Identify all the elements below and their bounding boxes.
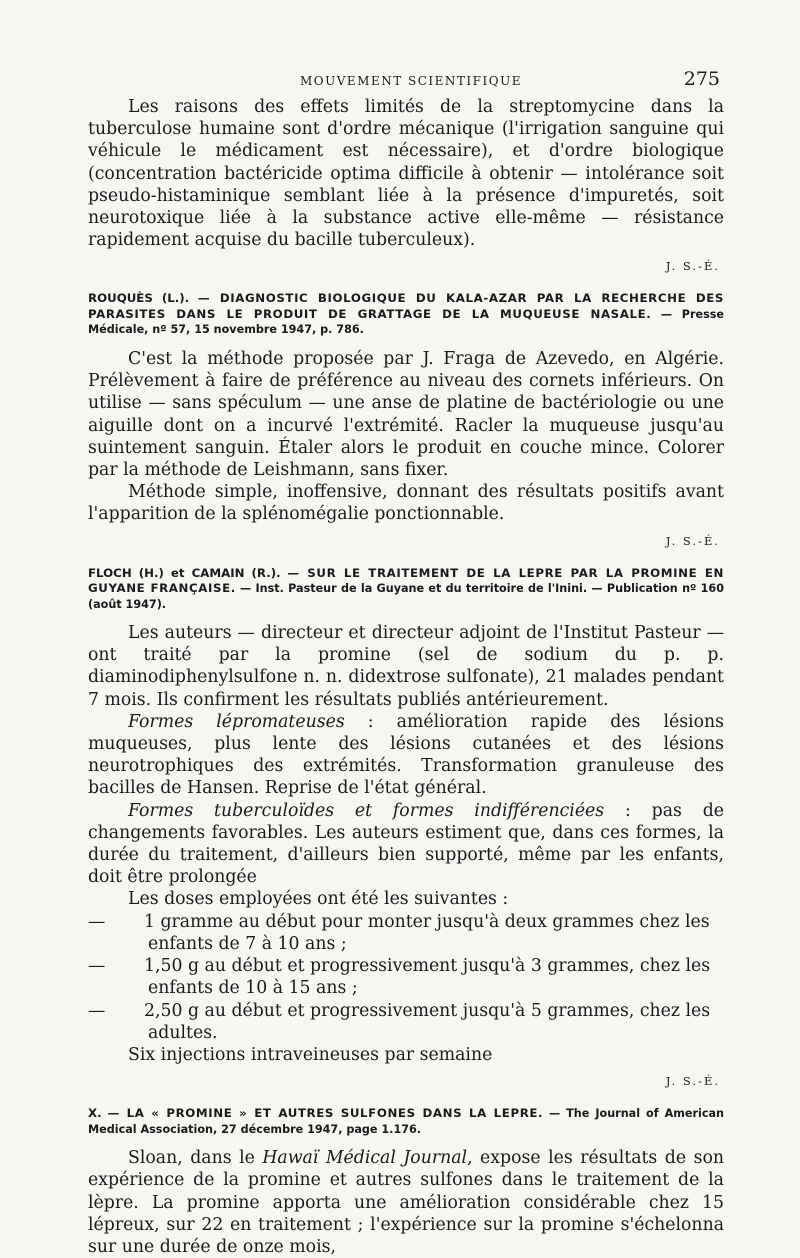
entry2-lepromatous-label: Formes lépromateuses	[128, 711, 345, 732]
entry2-tuberculoid-text: : pas de changements favorables. Les auteurs estiment que, dans ces formes, la durée du traitement, d'ailleurs bien supporté, même par les enfants, doit être prolongée	[88, 800, 724, 888]
dose-text: 2,50 g au début et progressivement jusqu'à 5 grammes, chez les adultes.	[144, 1000, 711, 1043]
entry2-heading	[88, 566, 724, 613]
entry2-title: — SUR LE TRAITEMENT DE LA LEPRE PAR LA PROMINE EN GUYANE FRANÇAISE.	[88, 565, 725, 596]
entry3-heading	[88, 1106, 724, 1137]
entry2-signature: J. S.-É.	[665, 1074, 720, 1089]
entry3-text-rest: , expose les résultats de son expérience de la promine et autres sulfones dans le traitement de la lèpre. La promine apporta une amélioration considérable chez 15 lépreux, sur 22 en traitement ; l'expérience sur la promine s'échelonna sur une durée de onze mois,	[88, 1148, 725, 1257]
entry2-doses-intro: Les doses employées ont été les suivantes :	[128, 889, 509, 910]
entry2-paragraph-3	[88, 800, 724, 889]
dose-item	[88, 911, 724, 955]
dose-text: 1,50 g au début et progressivement jusqu'à 3 grammes, chez les enfants de 10 à 15 ans ;	[144, 956, 711, 999]
document-page	[88, 68, 724, 1258]
entry1-source: — Presse Médicale, nº 57, 15 novembre 1947, p. 786.	[88, 307, 725, 337]
page-header	[88, 68, 724, 96]
entry2-paragraph-1: Les auteurs — directeur et directeur adjoint de l'Institut Pasteur — ont traité par la promine (sel de sodium du p. p. diaminodiphenylsulfone n. n. didextrose sulfonate), 21 malades pendant 7 mois. Ils confirment les résultats publiés antérieurement.	[88, 623, 724, 710]
entry2-lepromatous-text: : amélioration rapide des lésions muqueuses, plus lente des lésions cutanées et des lésions neurotrophiques des extrémités. Transformation granuleuse des bacilles de Hansen. Reprise de l'état général.	[88, 711, 724, 799]
entry2-authors: FLOCH (H.) et CAMAIN (R.).	[88, 565, 281, 580]
dose-dash: —	[88, 1000, 106, 1021]
entry1-title: — DIAGNOSTIC BIOLOGIQUE DU KALA-AZAR PAR LA RECHERCHE DES PARASITES DANS LE PRODUIT DE GRATTAGE DE LA MUQUEUSE NASALE.	[88, 291, 724, 321]
entry2-source: — Inst. Pasteur de la Guyane et du territoire de l'Inini. — Publication nº 160 (août 1947).	[88, 582, 724, 611]
entry1-paragraph-1: C'est la méthode proposée par J. Fraga de Azevedo, en Algérie. Prélèvement à faire de préférence au niveau des cornets inférieurs. On utilise — sans spéculum — une anse de platine de bactériologie ou une aiguille dont on a incurvé l'extrémité. Racler la muqueuse jusqu'au suintement sanguin. Étaler alors le produit en couche mince. Colorer par la méthode de Leishmann, sans fixer.	[88, 348, 724, 480]
dose-text: 1 gramme au début pour monter jusqu'à deux grammes chez les enfants de 7 à 10 ans ;	[144, 911, 710, 954]
entry2-paragraph-2	[88, 711, 724, 800]
entry2-tuberculoid-label: Formes tuberculoïdes et formes indifférenciées	[128, 800, 605, 821]
intro-signature: J. S.-É.	[665, 259, 720, 274]
entry1-signature: J. S.-É.	[665, 533, 720, 548]
entry1-paragraph-2: Méthode simple, inoffensive, donnant des résultats positifs avant l'apparition de la splénomégalie ponctionnable.	[88, 482, 724, 525]
running-head: MOUVEMENT SCIENTIFIQUE	[300, 74, 522, 88]
entry3-journal-name: Hawaï Médical Journal	[262, 1148, 468, 1169]
entry3-paragraph	[88, 1147, 724, 1258]
dose-dash: —	[88, 911, 106, 932]
entry1-heading	[88, 291, 724, 338]
dose-item	[88, 1000, 724, 1044]
dose-item	[88, 955, 724, 999]
page-number: 275	[683, 68, 720, 90]
entry3-title: — LA « PROMINE » ET AUTRES SULFONES DANS LA LEPRE.	[107, 1106, 544, 1121]
dose-dash: —	[88, 956, 106, 977]
entry3-source: — The Journal of American Medical Association, 27 décembre 1947, page 1.176.	[88, 1107, 724, 1136]
entry3-authors: X.	[88, 1106, 102, 1121]
intro-paragraph: Les raisons des effets limités de la streptomycine dans la tuberculose humaine sont d'ordre mécanique (l'irrigation sanguine qui véhicule le médicament est nécessaire), et d'ordre biologique (concentration bactéricide optima difficile à obtenir — intolérance soit pseudo-histaminique semblant liée à la présence d'impuretés, soit neurotoxique liée à la substance active elle-même — résistance rapidement acquise du bacille tuberculeux).	[88, 97, 724, 251]
entry3-text-start: Sloan, dans le	[128, 1148, 263, 1169]
entry2-closing: Six injections intraveineuses par semaine	[128, 1044, 493, 1065]
entry1-authors: ROUQUÈS (L.).	[88, 291, 190, 306]
